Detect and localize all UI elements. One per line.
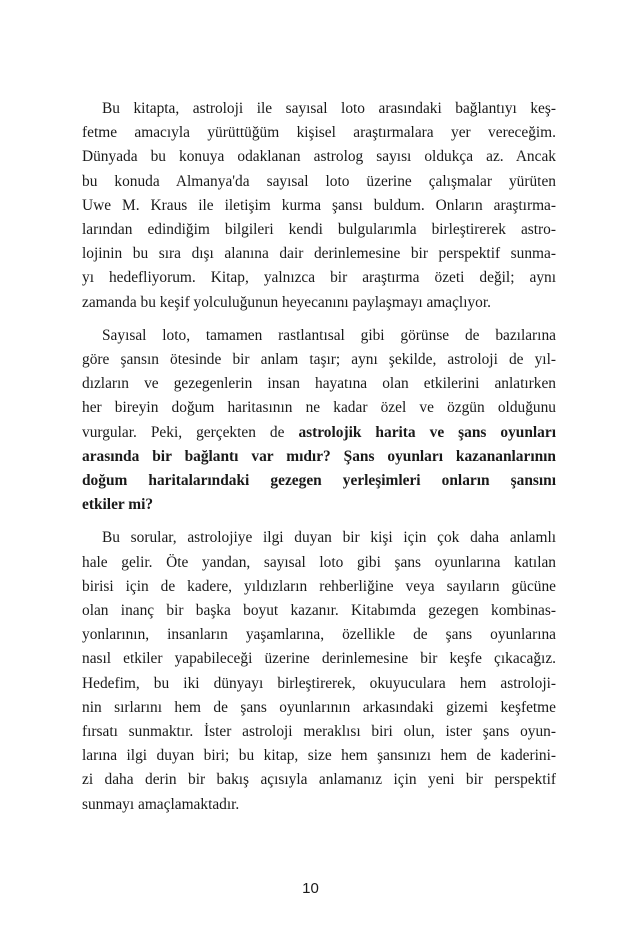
text-line: zi daha derin bir bakış açısıyla anlamanız için yeni bir perspektif xyxy=(82,771,556,789)
text-line: Bu kitapta, astroloji ile sayısal loto arasındaki bağlantıyı keş- xyxy=(102,100,556,117)
text-line: Dünyada bu konuya odaklanan astrolog sayısı oldukça az. Ancak xyxy=(82,148,556,166)
text-line-mixed xyxy=(82,421,556,445)
paragraph-2 xyxy=(82,324,556,518)
text-line: nasıl etkiler yapabileceği üzerine derinlemesine bir keşfe çıkacağız. xyxy=(82,650,556,668)
text-line: Sayısal loto, tamamen rastlantısal gibi görünse de bazılarına xyxy=(102,326,556,344)
bold-segment: astrolojik harita ve şans oyunları xyxy=(298,423,556,441)
text-line: dızların ve gezegenlerin insan hayatına olan etkilerini anlatırken xyxy=(82,375,556,393)
paragraph-1 xyxy=(82,97,556,315)
paragraph-3 xyxy=(82,526,556,816)
text-line: larından edindiğim bilgileri kendi bulgularımla birleştirerek astro- xyxy=(82,221,556,239)
text-line: göre şansın ötesinde bir anlam taşır; aynı şekilde, astroloji de yıl- xyxy=(82,351,556,369)
text-line: her bireyin doğum haritasının ne kadar özel ve özgün olduğunu xyxy=(82,399,556,417)
bold-text-line: etkiler mi? xyxy=(82,496,154,514)
text-line: yonlarının, insanların yaşamlarına, özellikle de şans oyunlarına xyxy=(82,626,556,644)
bold-text-line: doğum haritalarındaki gezegen yerleşimleri onların şansını xyxy=(82,472,556,490)
text-line: sunmayı amaçlamaktadır. xyxy=(82,795,240,813)
text-line: zamanda bu keşif yolculuğunun heyecanını paylaşmayı amaçlıyor. xyxy=(82,293,492,311)
text-line: Bu sorular, astrolojiye ilgi duyan bir kişi için çok daha anlamlı xyxy=(102,529,556,547)
text-line: hale gelir. Öte yandan, sayısal loto gibi şans oyunlarına katılan xyxy=(82,553,556,571)
page-number: 10 xyxy=(302,880,319,897)
text-line: larına ilgi duyan biri; bu kitap, size hem şansınızı hem de kaderini- xyxy=(82,747,556,765)
text-line: birisi için de kadere, yıldızların rehberliğine veya sayıların gücüne xyxy=(82,577,556,595)
text-line: fetme amacıyla yürüttüğüm kişisel araştırmalara yer vereceğim. xyxy=(82,124,556,142)
text-line: bu konuda Almanya'da sayısal loto üzerine çalışmalar yürüten xyxy=(82,172,556,190)
text-line: yı hedefliyorum. Kitap, yalnızca bir araştırma özeti değil; aynı xyxy=(82,269,556,287)
text-line: olan inanç bir başka boyut kazanır. Kitabımda gezegen kombinas- xyxy=(82,602,556,620)
bold-text-line: arasında bir bağlantı var mıdır? Şans oyunları kazananlarının xyxy=(82,447,556,465)
text-line: Hedefim, bu iki dünyayı birleştirerek, okuyuculara hem astroloji- xyxy=(82,674,556,692)
page-body xyxy=(82,97,556,817)
text-line: nin sırlarını hem de şans oyunlarının arkasındaki gizemi keşfetme xyxy=(82,698,556,716)
text-line: lojinin bu sıra dışı alanına dair derinlemesine bir perspektif sunma- xyxy=(82,245,556,263)
text-line: Uwe M. Kraus ile iletişim kurma şansı buldum. Onların araştırma- xyxy=(82,196,556,214)
text-line: fırsatı sunmaktır. İster astroloji meraklısı biri olun, ister şans oyun- xyxy=(82,723,556,741)
plain-segment: vurgular. Peki, gerçekten de xyxy=(82,423,299,441)
